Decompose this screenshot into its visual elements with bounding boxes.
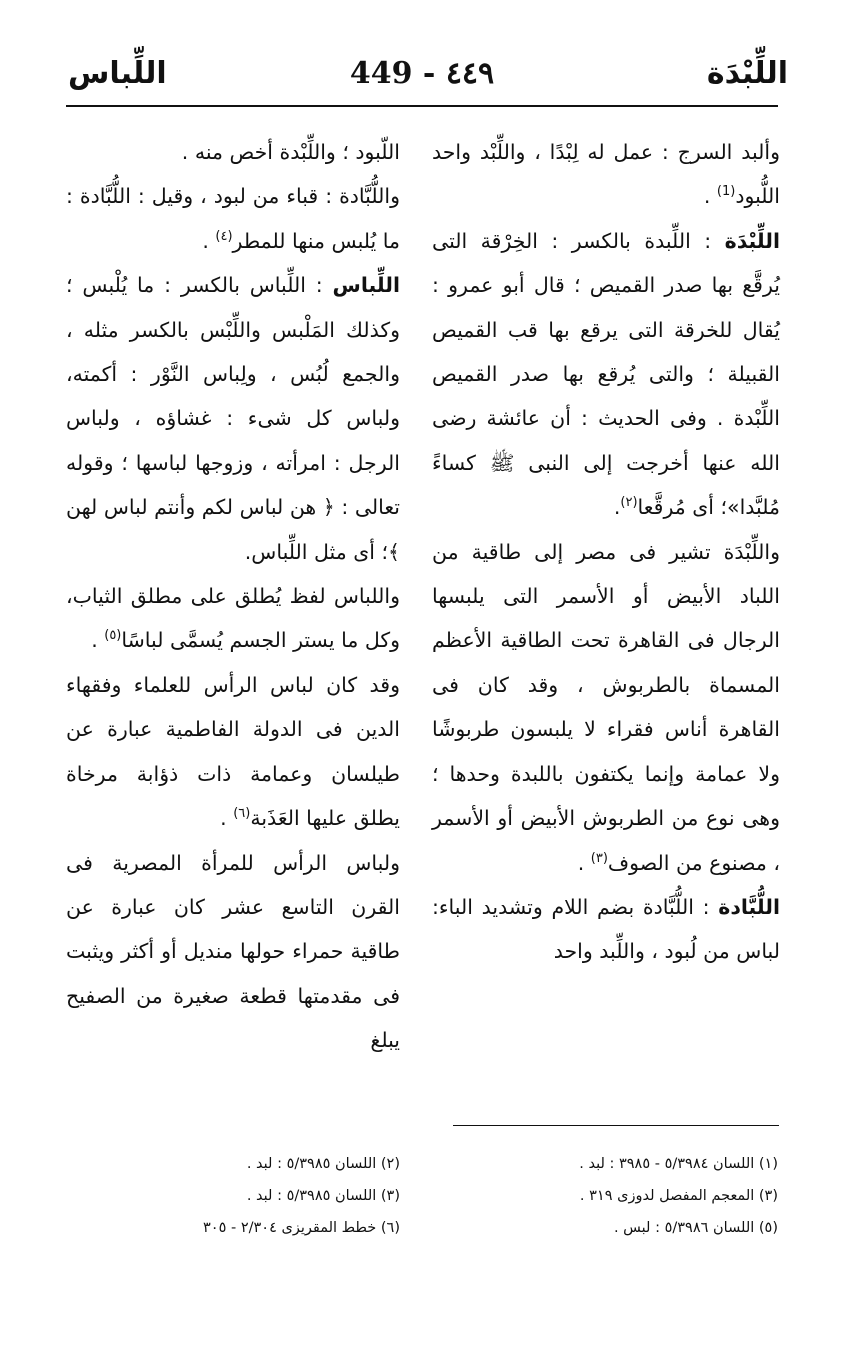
footnote: (٦) خطط المقريزى ٢/٣٠٤ - ٣٠٥	[203, 1220, 400, 1236]
paragraph: اللِّبْدَة : اللِّبدة بالكسر : الخِرْقة التى يُرقَّع بها صدر القميص ؛ قال أبو عمرو : يُقال للخرقة التى يرقع بها قب القميص القبيلة ؛ والتى يُرقع بها صدر القميص اللِّبْدة . وفى الحديث : أن عائشة رضى الله عنها أخرجت إلى النبى ﷺ كساءً مُلبَّدا»؛ أى مُرقَّعا$^{(٢)}$.	[432, 228, 780, 520]
footnote-ref: (٤)	[215, 228, 233, 244]
footnote: (٢) اللسان ٥/٣٩٨٥ : لبد .	[246, 1156, 400, 1172]
paragraph	[66, 841, 400, 1063]
paragraph-text: واللِّبْدَة تشير فى مصر إلى طاقية من اللباد الأبيض أو الأسمر التى يلبسها الرجال فى القاهرة تحت الطاقية الأعظم المسماة بالطربوش ، وقد كان فى القاهرة أناس فقراء لا يلبسون طربوشًا ولا عمامة وإنما يكتفون باللبدة وحدها ؛ وهى نوع من الطربوش الأبيض أو الأسمر ، مصنوع من الصوف	[432, 539, 780, 875]
header-right-word: اللِّبْدَة	[706, 56, 788, 91]
paragraph-text: : اللِّباس بالكسر : ما يُلْبس ؛ وكذلك المَلْبس واللِّبْس بالكسر مثله ، والجمع لُبُس ، ولِباس النَّوْر : أكمته، ولباس كل شىء : غشاؤه ، ولباس الرجل : امرأته ، وزوجها لباسها ؛ وقوله تعالى : ﴿ هن لباس لكم وأنتم لباس لهن ﴾؛ أى مثل اللِّباس.	[66, 273, 400, 564]
footnote: (٣) اللسان ٥/٣٩٨٥ : لبد .	[246, 1188, 400, 1204]
right-column	[432, 130, 780, 974]
paragraph: واللِّبْدَة تشير فى مصر إلى طاقية من اللباد الأبيض أو الأسمر التى يلبسها الرجال فى القاهرة تحت الطاقية الأعظم المسماة بالطربوش ، وقد كان فى القاهرة أناس فقراء لا يلبسون طربوشًا ولا عمامة وإنما يكتفون باللبدة وحدها ؛ وهى نوع من الطربوش الأبيض أو الأسمر ، مصنوع من الصوف$^{(٣)}$ .	[432, 539, 780, 875]
paragraph-text: ولباس الرأس للمرأة المصرية فى القرن التاسع عشر كان عبارة عن طاقية حمراء حولها منديل أو أكثر ويثبت فى مقدمتها قطعة صغيرة من الصفيح يبلغ	[66, 850, 400, 1053]
entry-term: اللِّباس	[332, 273, 400, 298]
footnote-ref: (٥)	[104, 628, 122, 644]
page-number: 449 - ٤٤٩	[349, 56, 495, 91]
paragraph-text: وقد كان لباس الرأس للعلماء وفقهاء الدين فى الدولة الفاطمية عبارة عن طيلسان وعمامة ذات ذؤابة مرخاة يطلق عليها العَذَبة	[66, 672, 400, 831]
paragraph-text: واللباس لفظ يُطلق على مطلق الثياب، وكل ما يستر الجسم يُسمَّى لباسًا	[66, 584, 400, 653]
footnote: (٥) اللسان ٥/٣٩٨٦ : لبس .	[613, 1220, 778, 1236]
footnote: (٣) المعجم المفصل لدوزى ٣١٩ .	[579, 1188, 778, 1204]
paragraph: وقد كان لباس الرأس للعلماء وفقهاء الدين فى الدولة الفاطمية عبارة عن طيلسان وعمامة ذات ذؤابة مرخاة يطلق عليها العَذَبة$^{(٦)}$ .	[66, 672, 400, 831]
header-left-word: اللِّباس	[68, 56, 167, 91]
footnotes-right	[448, 1148, 778, 1244]
header-rule	[66, 105, 778, 107]
paragraph: وألبد السرج : عمل له لِبْدًا ، واللِّبْد واحد اللُّبود$^{(1)}$ .	[432, 140, 780, 209]
entry-term: اللُّبَّادة	[718, 894, 780, 919]
footnotes-left	[60, 1148, 400, 1244]
paragraph	[66, 130, 400, 174]
paragraph-text: : اللُّبَّادة بضم اللام وتشديد الباء: لباس من لُبود ، واللِّبد واحد	[432, 894, 780, 964]
footnote-ref: (1)	[716, 184, 736, 200]
footnote-ref: (٦)	[233, 806, 251, 822]
paragraph	[432, 885, 780, 974]
paragraph: واللُّبَّادة : قباء من لبود ، وقيل : اللُّبَّادة : ما يُلبس منها للمطر$^{(٤)}$ .	[66, 184, 400, 253]
footnote-ref: (٢)	[620, 495, 638, 511]
left-column	[66, 130, 400, 1063]
paragraph-text: اللّبود ؛ واللِّبْدة أخص منه .	[181, 140, 400, 164]
footnote-rule	[453, 1125, 779, 1126]
paragraph-text: واللُّبَّادة : قباء من لبود ، وقيل : اللُّبَّادة : ما يُلبس منها للمطر	[66, 184, 400, 253]
entry-term: اللِّبْدَة	[724, 228, 780, 253]
footnote: (١) اللسان ٥/٣٩٨٤ - ٣٩٨٥ : لبد .	[579, 1156, 778, 1172]
footnote-ref: (٣)	[590, 850, 608, 866]
paragraph	[66, 263, 400, 574]
paragraph-text: وألبد السرج : عمل له لِبْدًا ، واللِّبْد واحد اللُّبود	[432, 140, 780, 209]
paragraph-text: : اللِّبدة بالكسر : الخِرْقة التى يُرقَّع بها صدر القميص ؛ قال أبو عمرو : يُقال للخرقة التى يرقع بها قب القميص القبيلة ؛ والتى يُرقع بها صدر القميص اللِّبْدة . وفى الحديث : أن عائشة رضى الله عنها أخرجت إلى النبى ﷺ كساءً مُلبَّدا»؛ أى مُرقَّعا	[432, 228, 780, 520]
paragraph: واللباس لفظ يُطلق على مطلق الثياب، وكل ما يستر الجسم يُسمَّى لباسًا$^{(٥)}$ .	[66, 584, 400, 653]
